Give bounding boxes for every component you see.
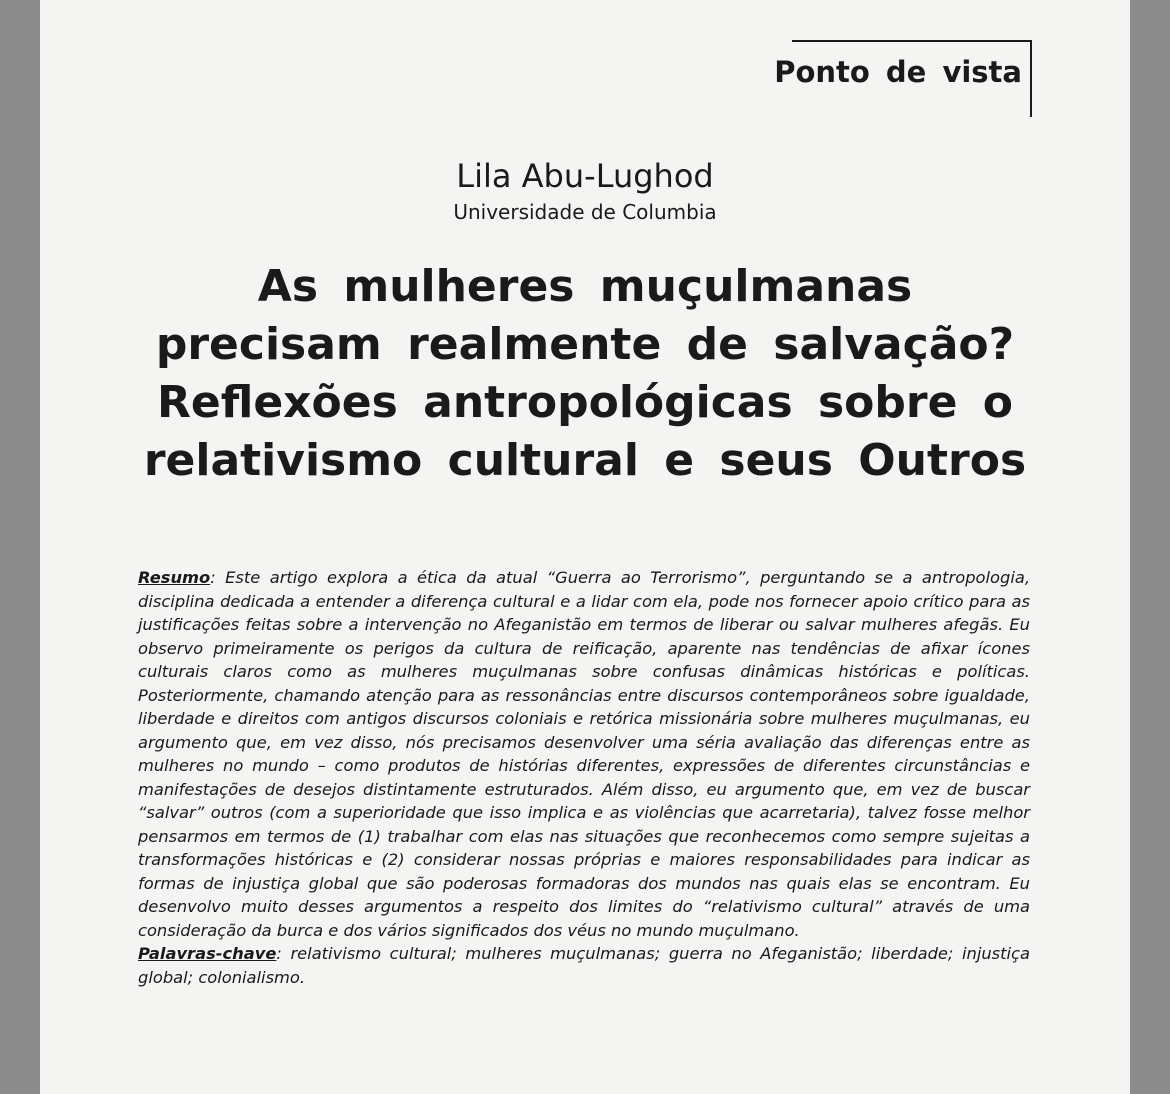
section-label: Ponto de vista [774, 55, 1022, 89]
keywords-paragraph [138, 942, 1030, 989]
document-page [40, 0, 1130, 1094]
abstract-heading: Resumo [138, 568, 211, 587]
keywords-heading: Palavras-chave [138, 944, 277, 963]
title-line: precisam realmente de salvação? [155, 319, 1015, 370]
title-line: Reflexões antropológicas sobre o [156, 377, 1013, 428]
keywords-text: : relativismo cultural; mulheres muçulmanas; guerra no Afeganistão; liberdade; injustiça global; colonialismo. [138, 944, 1030, 987]
author-affiliation: Universidade de Columbia [453, 200, 717, 224]
abstract-text: : Este artigo explora a ética da atual “Guerra ao Terrorismo”, perguntando se a antropologia, disciplina dedicada a entender a diferença cultural e a lidar com ela, pode nos fornecer apoio crítico para as justificações feitas sobre a intervenção no Afeganistão em termos de liberar ou salvar mulheres afegãs. Eu observo primeiramente os perigos da cultura de reificação, aparente nas tendências de afixar ícones culturais claros como as mulheres muçulmanas sobre confusas dinâmicas históricas e políticas. Posteriormente, chamando atenção para as ressonâncias entre discursos contemporâneos sobre igualdade, liberdade e direitos com antigos discursos coloniais e retórica missionária sobre mulheres muçulmanas, eu argumento que, em vez disso, nós precisamos desenvolver uma séria avaliação das diferenças entre as mulheres no mundo – como produtos de histórias diferentes, expressões de diferentes circunstâncias e manifestações de desejos distintamente estruturados. Além disso, eu argumento que, em vez de buscar “salvar” outros (com a superioridade que isso implica e as violências que acarretaria), talvez fosse melhor pensarmos em termos de (1) trabalhar com elas nas situações que reconhecemos como sempre sujeitas a transformações históricas e (2) considerar nossas próprias e maiores responsabilidades para indicar as formas de injustiça global que são poderosas formadoras dos mundos nas quais elas se encontram. Eu desenvolvo muito desses argumentos a respeito dos limites do “relativismo cultural” através de uma consideração da burca e dos vários significados dos véus no mundo muçulmano. [138, 568, 1030, 940]
title-line: relativismo cultural e seus Outros [143, 435, 1027, 486]
abstract-paragraph [138, 566, 1030, 942]
author-name: Lila Abu-Lughod [456, 157, 714, 195]
abstract-block [138, 566, 1030, 989]
article-title [110, 258, 1060, 490]
title-line: As mulheres muçulmanas [257, 261, 913, 312]
section-header-box [774, 40, 1032, 117]
